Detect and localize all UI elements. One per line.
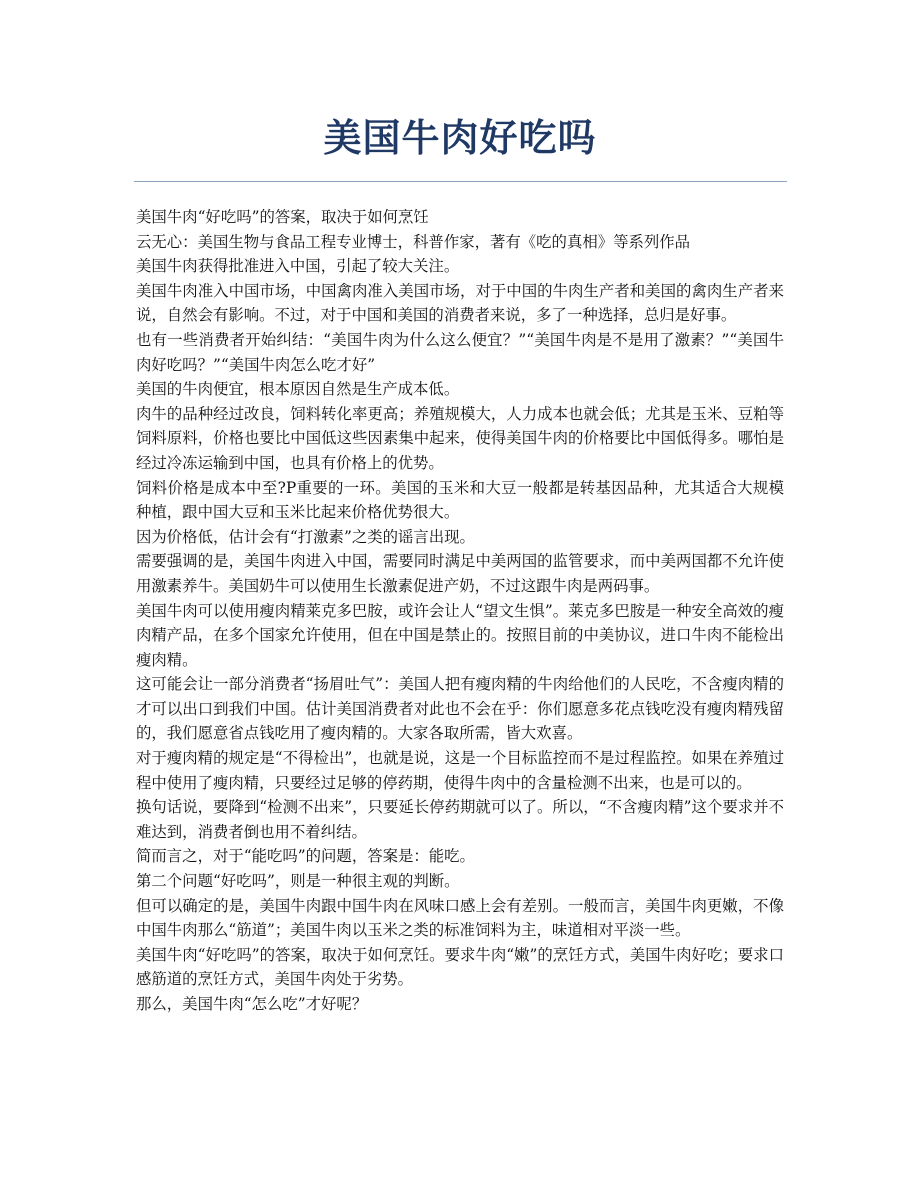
- paragraph: 美国牛肉准入中国市场，中国禽肉准入美国市场，对于中国的牛肉生产者和美国的禽肉生产者来说，自然会有影响。不过，对于中国和美国的消费者来说，多了一种选择，总归是好事。: [136, 281, 784, 325]
- paragraph: 但可以确定的是，美国牛肉跟中国牛肉在风味口感上会有差别。一般而言，美国牛肉更嫩，不像中国牛肉那么“筋道”；美国牛肉以玉米之类的标准饲料为主，味道相对平淡一些。: [136, 896, 784, 940]
- paragraph: 需要强调的是，美国牛肉进入中国，需要同时满足中美两国的监管要求，而中美两国都不允许使用激素养牛。美国奶牛可以使用生长激素促进产奶，不过这跟牛肉是两码事。: [136, 552, 784, 595]
- title-divider: [134, 181, 787, 182]
- paragraph: 美国牛肉获得批准进入中国，引起了较大关注。: [136, 257, 460, 276]
- paragraph: 也有一些消费者开始纠结：“美国牛肉为什么这么便宜？”“美国牛肉是不是用了激素？”“美国牛肉好吃吗？”“美国牛肉怎么吃才好”: [136, 330, 784, 374]
- paragraph: 美国牛肉“好吃吗”的答案，取决于如何烹饪: [136, 208, 429, 226]
- paragraph: 换句话说，要降到“检测不出来”，只要延长停药期就可以了。所以，“不含瘦肉精”这个要求并不难达到，消费者倒也用不着纠结。: [136, 798, 784, 841]
- paragraph: 云无心：美国生物与食品工程专业博士，科普作家，著有《吃的真相》等系列作品: [136, 232, 691, 251]
- paragraph: 饲料价格是成本中至?P重要的一环。美国的玉米和大豆一般都是转基因品种，尤其适合大规模种植，跟中国大豆和玉米比起来价格优势很大。: [136, 478, 784, 522]
- paragraph: 美国牛肉可以使用瘦肉精莱克多巴胺，或许会让人“望文生惧”。莱克多巴胺是一种安全高效的瘦肉精产品，在多个国家允许使用，但在中国是禁止的。按照目前的中美协议，进口牛肉不能检出瘦肉精。: [136, 601, 784, 669]
- paragraph: 对于瘦肉精的规定是“不得检出”，也就是说，这是一个目标监控而不是过程监控。如果在养殖过程中使用了瘦肉精，只要经过足够的停药期，使得牛肉中的含量检测不出来，也是可以的。: [136, 749, 784, 792]
- paragraph: 第二个问题“好吃吗”，则是一种很主观的判断。: [136, 872, 460, 891]
- paragraph: 因为价格低，估计会有“打激素”之类的谣言出现。: [136, 527, 475, 546]
- paragraph: 简而言之，对于“能吃吗”的问题，答案是：能吃。: [136, 847, 475, 866]
- document-body: [136, 205, 784, 1017]
- paragraph: 肉牛的品种经过改良，饲料转化率更高；养殖规模大，人力成本也就会低；尤其是玉米、豆粕等饲料原料，价格也要比中国低这些因素集中起来，使得美国牛肉的价格要比中国低得多。哪怕是经过冷冻运输到中国，也具有价格上的优势。: [136, 404, 784, 472]
- document-title: 美国牛肉好吃吗: [323, 116, 597, 160]
- paragraph: 美国的牛肉便宜，根本原因自然是生产成本低。: [136, 380, 460, 399]
- paragraph: 那么，美国牛肉“怎么吃”才好呢？: [136, 995, 368, 1013]
- paragraph: 美国牛肉“好吃吗”的答案，取决于如何烹饪。要求牛肉“嫩”的烹饪方式，美国牛肉好吃；要求口感筋道的烹饪方式，美国牛肉处于劣势。: [136, 945, 784, 989]
- paragraph: 这可能会让一部分消费者“扬眉吐气”：美国人把有瘦肉精的牛肉给他们的人民吃，不含瘦肉精的才可以出口到我们中国。估计美国消费者对此也不会在乎：你们愿意多花点钱吃没有瘦肉精残留的，我们愿意省点钱吃用了瘦肉精的。大家各取所需，皆大欢喜。: [136, 675, 784, 743]
